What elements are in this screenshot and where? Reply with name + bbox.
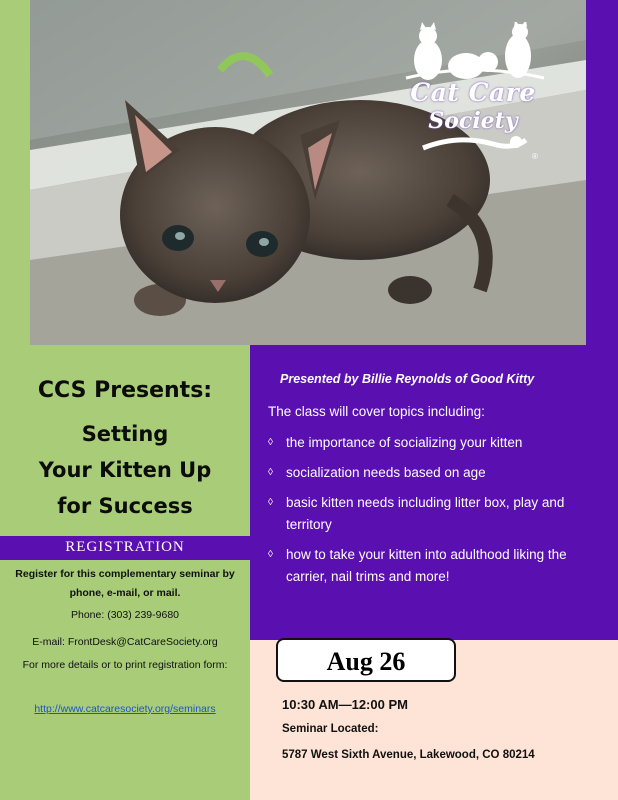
topics-list (268, 432, 603, 596)
registration-phone: Phone: (303) 239-9680 (71, 609, 179, 621)
logo-text-line2: Society (428, 108, 518, 134)
list-item: ◊ how to take your kitten into adulthood liking the carrier, nail trims and more! (268, 544, 603, 588)
event-address: 5787 West Sixth Avenue, Lakewood, CO 80214 (282, 749, 535, 761)
registration-intro: Register for this complementary seminar by phone, e-mail, or mail. (15, 568, 235, 599)
title-line-2: Setting (81, 422, 169, 446)
title-line-1: CCS Presents: (37, 378, 213, 403)
diamond-bullet-icon: ◊ (268, 549, 273, 560)
list-item: ◊ the importance of socializing your kitten (268, 432, 603, 454)
list-item: ◊ socialization needs based on age (268, 462, 603, 484)
registration-link[interactable]: http://www.catcaresociety.org/seminars (34, 703, 216, 715)
registration-heading: REGISTRATION (65, 539, 185, 555)
cat-care-society-logo (398, 22, 548, 162)
diamond-bullet-icon: ◊ (268, 497, 273, 508)
list-item: ◊ basic kitten needs including litter box, play and territory (268, 492, 603, 536)
topics-intro: The class will cover topics including: (268, 404, 485, 419)
title-line-3: Your Kitten Up (38, 458, 212, 482)
registered-mark: ® (532, 152, 538, 161)
logo-text-line1: Cat Care (410, 78, 536, 107)
diamond-bullet-icon: ◊ (268, 437, 273, 448)
event-date: Aug 26 (326, 647, 406, 676)
event-time: 10:30 AM—12:00 PM (282, 697, 408, 712)
registration-more-info: For more details or to print registration form: (22, 659, 228, 671)
registration-email: E-mail: FrontDesk@CatCareSociety.org (32, 636, 218, 648)
date-box (276, 638, 456, 682)
diamond-bullet-icon: ◊ (268, 467, 273, 478)
presenter-line: Presented by Billie Reynolds of Good Kitty (280, 372, 535, 386)
location-label: Seminar Located: (282, 723, 379, 735)
title-line-4: for Success (57, 494, 193, 518)
registration-band (0, 536, 250, 560)
